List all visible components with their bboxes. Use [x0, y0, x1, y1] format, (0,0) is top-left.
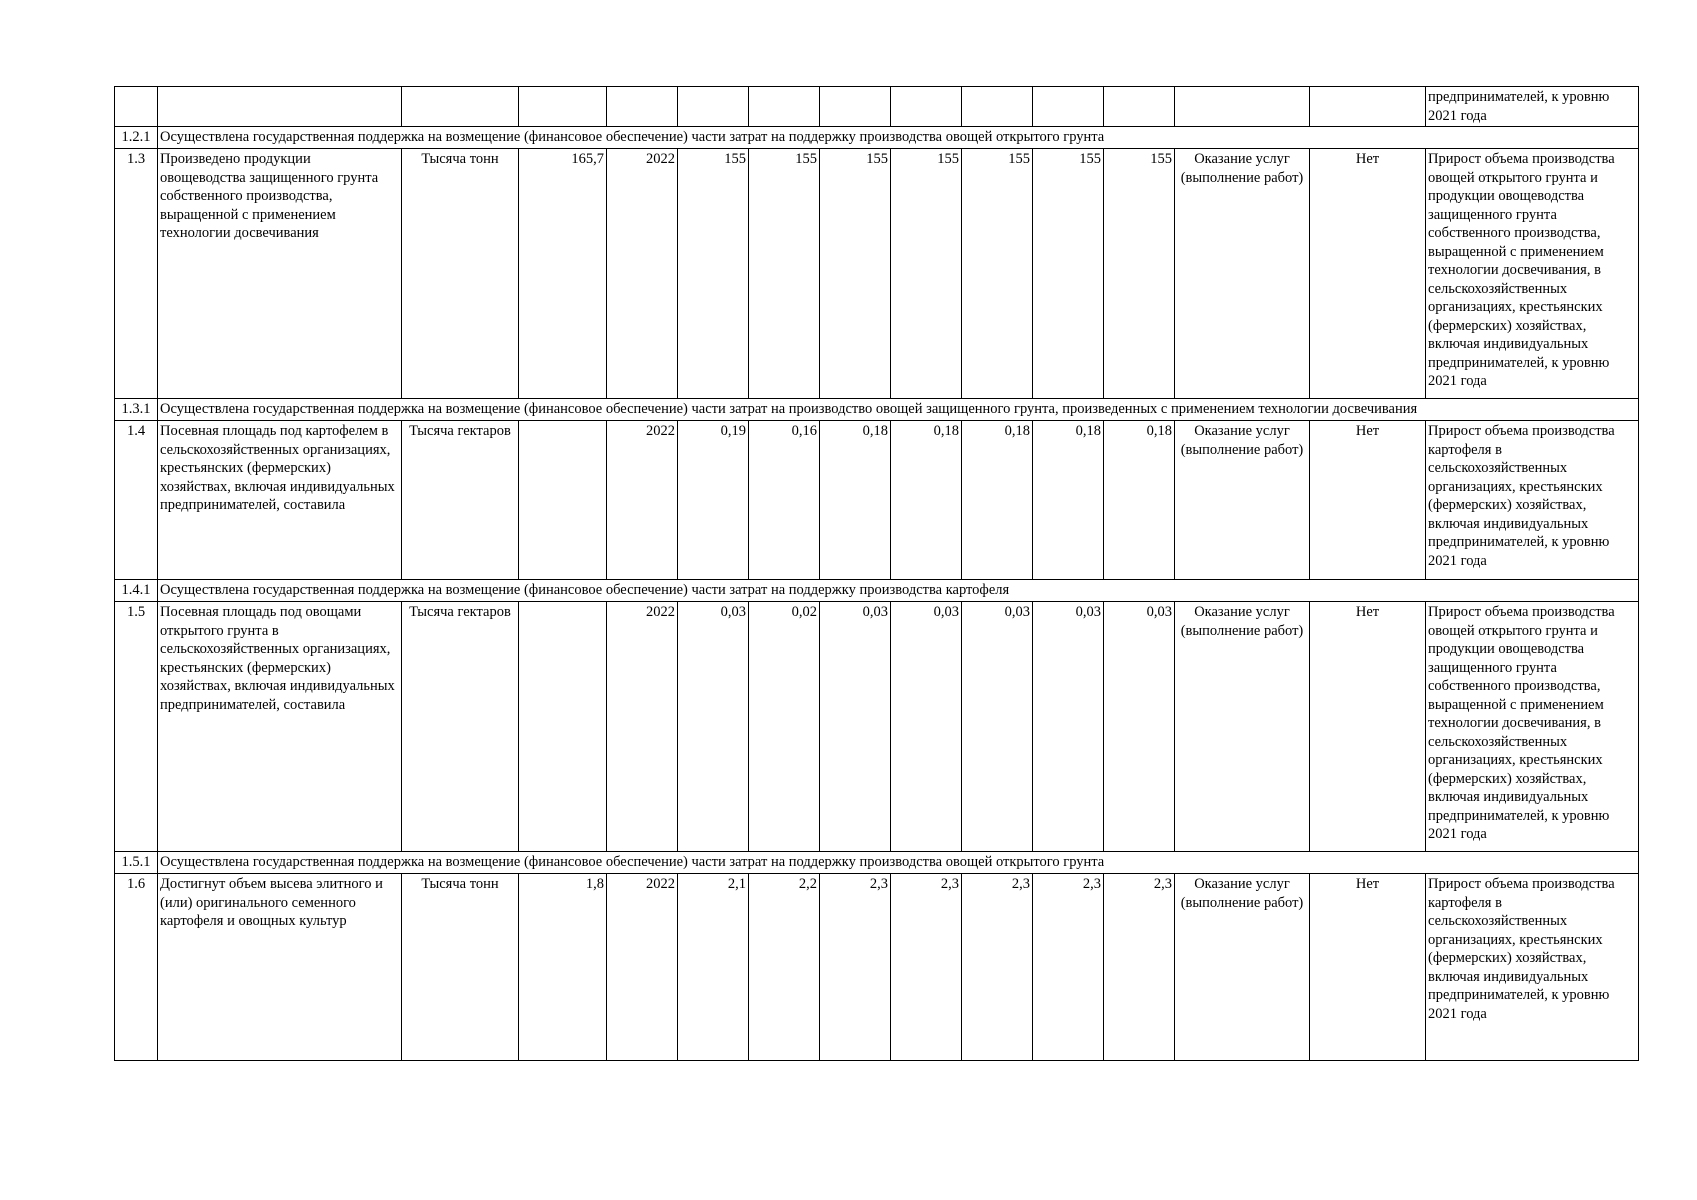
cell-empty — [962, 87, 1033, 127]
subrow-number: 1.5.1 — [115, 852, 158, 874]
year-value-cell: 2,3 — [962, 874, 1033, 1061]
table-row — [115, 874, 1639, 1061]
base-value-cell — [519, 602, 607, 852]
base-year-cell: 2022 — [607, 421, 678, 580]
year-value-cell: 2,3 — [1033, 874, 1104, 1061]
row-number: 1.3 — [115, 149, 158, 399]
year-value-cell: 155 — [962, 149, 1033, 399]
result-cell: Прирост объема производства картофеля в сельскохозяйственных организациях, крестьянских (фермерских) хозяйствах, включая индивидуальных предпринимателей, к уровню 2021 года — [1426, 874, 1639, 1061]
base-value-cell — [519, 421, 607, 580]
unit-cell: Тысяча гектаров — [402, 602, 519, 852]
base-year-cell: 2022 — [607, 602, 678, 852]
year-value-cell: 2,3 — [1104, 874, 1175, 1061]
year-value-cell: 0,03 — [891, 602, 962, 852]
result-cell: Прирост объема производства овощей открытого грунта и продукции овощеводства защищенного грунта собственного производства, выращенной с применением технологии досвечивания, в сельскохозяйственных организациях, крестьянских (фермерских) хозяйствах, включая индивидуальных предпринимателей, к уровню 2021 года — [1426, 602, 1639, 852]
result-type-cell: Оказание услуг (выполнение работ) — [1175, 149, 1310, 399]
subrow-text: Осуществлена государственная поддержка на возмещение (финансовое обеспечение) части затрат на поддержку производства овощей открытого грунта — [158, 127, 1639, 149]
year-value-cell: 155 — [891, 149, 962, 399]
result-type-cell: Оказание услуг (выполнение работ) — [1175, 421, 1310, 580]
table-row — [115, 602, 1639, 852]
year-value-cell: 0,18 — [820, 421, 891, 580]
result-type-cell: Оказание услуг (выполнение работ) — [1175, 874, 1310, 1061]
cell-empty — [1033, 87, 1104, 127]
table-subrow — [115, 399, 1639, 421]
row-number: 1.5 — [115, 602, 158, 852]
year-value-cell: 0,03 — [820, 602, 891, 852]
table-subrow — [115, 127, 1639, 149]
flag-cell: Нет — [1310, 149, 1426, 399]
cell-empty — [1175, 87, 1310, 127]
indicators-table — [114, 86, 1639, 1061]
table-row-fragment — [115, 87, 1639, 127]
indicator-name: Достигнут объем высева элитного и (или) оригинального семенного картофеля и овощных культур — [158, 874, 402, 1061]
result-cell: Прирост объема производства картофеля в сельскохозяйственных организациях, крестьянских (фермерских) хозяйствах, включая индивидуальных предпринимателей, к уровню 2021 года — [1426, 421, 1639, 580]
year-value-cell: 155 — [1104, 149, 1175, 399]
subrow-number: 1.2.1 — [115, 127, 158, 149]
indicator-name: Посевная площадь под овощами открытого грунта в сельскохозяйственных организациях, крестьянских (фермерских) хозяйствах, включая индивидуальных предпринимателей, составила — [158, 602, 402, 852]
year-value-cell: 155 — [1033, 149, 1104, 399]
year-value-cell: 0,18 — [962, 421, 1033, 580]
year-value-cell: 0,02 — [749, 602, 820, 852]
cell-empty — [158, 87, 402, 127]
cell-empty — [1104, 87, 1175, 127]
base-value-cell: 1,8 — [519, 874, 607, 1061]
subrow-number: 1.3.1 — [115, 399, 158, 421]
indicator-name: Посевная площадь под картофелем в сельскохозяйственных организациях, крестьянских (фермерских) хозяйствах, включая индивидуальных предпринимателей, составила — [158, 421, 402, 580]
row-number: 1.6 — [115, 874, 158, 1061]
cell-empty — [749, 87, 820, 127]
cell-empty — [1310, 87, 1426, 127]
cell-empty — [402, 87, 519, 127]
year-value-cell: 0,03 — [1104, 602, 1175, 852]
flag-cell: Нет — [1310, 421, 1426, 580]
year-value-cell: 0,03 — [1033, 602, 1104, 852]
year-value-cell: 2,3 — [891, 874, 962, 1061]
year-value-cell: 155 — [820, 149, 891, 399]
unit-cell: Тысяча тонн — [402, 874, 519, 1061]
subrow-text: Осуществлена государственная поддержка на возмещение (финансовое обеспечение) части затрат на поддержку производства овощей открытого грунта — [158, 852, 1639, 874]
cell-empty — [115, 87, 158, 127]
subrow-text: Осуществлена государственная поддержка на возмещение (финансовое обеспечение) части затрат на производство овощей защищенного грунта, произведенных с применением технологии досвечивания — [158, 399, 1639, 421]
result-cell: Прирост объема производства овощей открытого грунта и продукции овощеводства защищенного грунта собственного производства, выращенной с применением технологии досвечивания, в сельскохозяйственных организациях, крестьянских (фермерских) хозяйствах, включая индивидуальных предпринимателей, к уровню 2021 года — [1426, 149, 1639, 399]
flag-cell: Нет — [1310, 874, 1426, 1061]
table-subrow — [115, 852, 1639, 874]
year-value-cell: 155 — [678, 149, 749, 399]
year-value-cell: 0,18 — [1104, 421, 1175, 580]
subrow-number: 1.4.1 — [115, 580, 158, 602]
year-value-cell: 0,19 — [678, 421, 749, 580]
row-number: 1.4 — [115, 421, 158, 580]
year-value-cell: 0,03 — [962, 602, 1033, 852]
flag-cell: Нет — [1310, 602, 1426, 852]
cell-empty — [891, 87, 962, 127]
year-value-cell: 2,1 — [678, 874, 749, 1061]
unit-cell: Тысяча тонн — [402, 149, 519, 399]
cell-empty — [820, 87, 891, 127]
subrow-text: Осуществлена государственная поддержка на возмещение (финансовое обеспечение) части затрат на поддержку производства картофеля — [158, 580, 1639, 602]
unit-cell: Тысяча гектаров — [402, 421, 519, 580]
indicator-name: Произведено продукции овощеводства защищенного грунта собственного производства, выращенной с применением технологии досвечивания — [158, 149, 402, 399]
table-subrow — [115, 580, 1639, 602]
year-value-cell: 2,3 — [820, 874, 891, 1061]
base-year-cell: 2022 — [607, 149, 678, 399]
result-cell: предпринимателей, к уровню 2021 года — [1426, 87, 1639, 127]
base-value-cell: 165,7 — [519, 149, 607, 399]
year-value-cell: 0,18 — [1033, 421, 1104, 580]
table-row — [115, 421, 1639, 580]
result-type-cell: Оказание услуг (выполнение работ) — [1175, 602, 1310, 852]
table-row — [115, 149, 1639, 399]
cell-empty — [607, 87, 678, 127]
base-year-cell: 2022 — [607, 874, 678, 1061]
cell-empty — [678, 87, 749, 127]
year-value-cell: 0,03 — [678, 602, 749, 852]
year-value-cell: 0,16 — [749, 421, 820, 580]
year-value-cell: 155 — [749, 149, 820, 399]
year-value-cell: 0,18 — [891, 421, 962, 580]
cell-empty — [519, 87, 607, 127]
year-value-cell: 2,2 — [749, 874, 820, 1061]
